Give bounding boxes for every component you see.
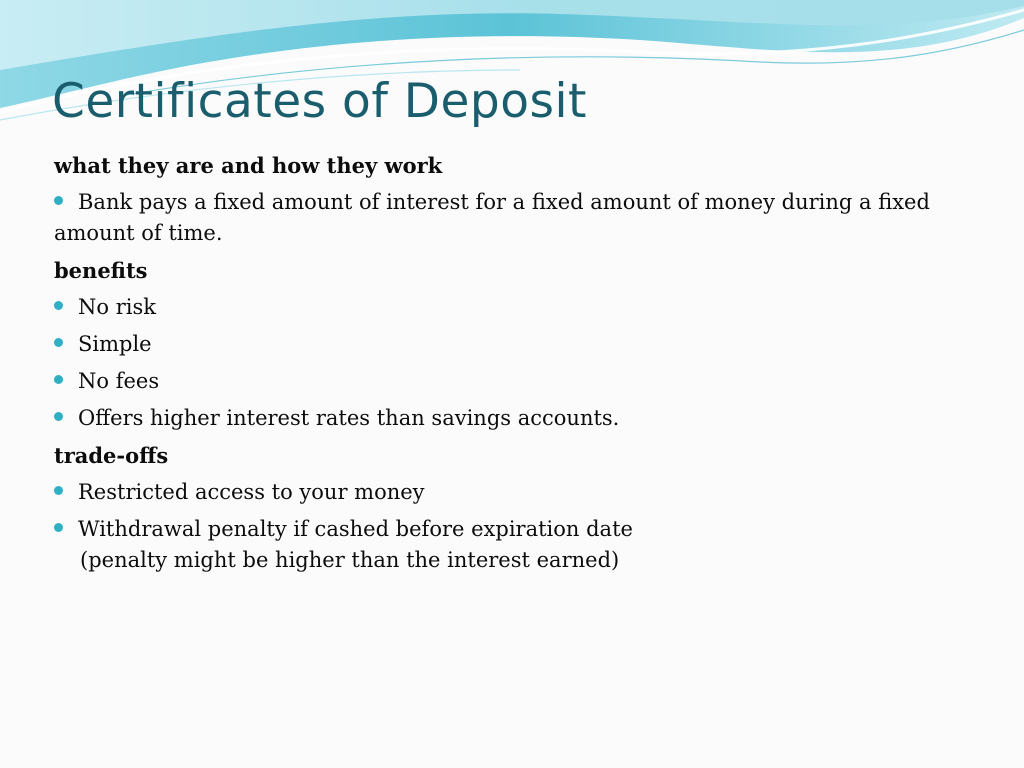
section-heading-what: what they are and how they work: [54, 153, 443, 178]
bullet-text: No risk: [78, 295, 156, 319]
bullet-text: Bank pays a fixed amount of interest for a fixed amount of money during a fixed amount of time.: [54, 190, 930, 245]
bullet-dot-icon: [54, 375, 63, 384]
bullet-dot-icon: [54, 412, 63, 421]
bullet-text: Withdrawal penalty if cashed before expiration date: [78, 517, 633, 541]
bullet-text: Offers higher interest rates than savings accounts.: [78, 406, 620, 430]
bullet-continuation: (penalty might be higher than the interest earned): [80, 548, 620, 572]
bullet-item: [54, 514, 934, 545]
bullet-dot-icon: [54, 196, 63, 205]
bullet-item: [54, 366, 934, 397]
slide-title: Certificates of Deposit: [52, 74, 587, 129]
bullet-dot-icon: [54, 301, 63, 310]
bullet-item: [54, 403, 934, 434]
bullet-item: [54, 292, 934, 323]
bullet-item: [54, 329, 934, 360]
bullet-text: Simple: [78, 332, 152, 356]
bullet-text: No fees: [78, 369, 160, 393]
bullet-item: [54, 187, 934, 249]
bullet-dot-icon: [54, 523, 63, 532]
slide-body: [54, 150, 934, 576]
bullet-dot-icon: [54, 486, 63, 495]
section-heading-tradeoffs: trade-offs: [54, 443, 169, 468]
bullet-text: Restricted access to your money: [78, 480, 425, 504]
bullet-dot-icon: [54, 338, 63, 347]
bullet-item: [54, 477, 934, 508]
section-heading-benefits: benefits: [54, 258, 148, 283]
